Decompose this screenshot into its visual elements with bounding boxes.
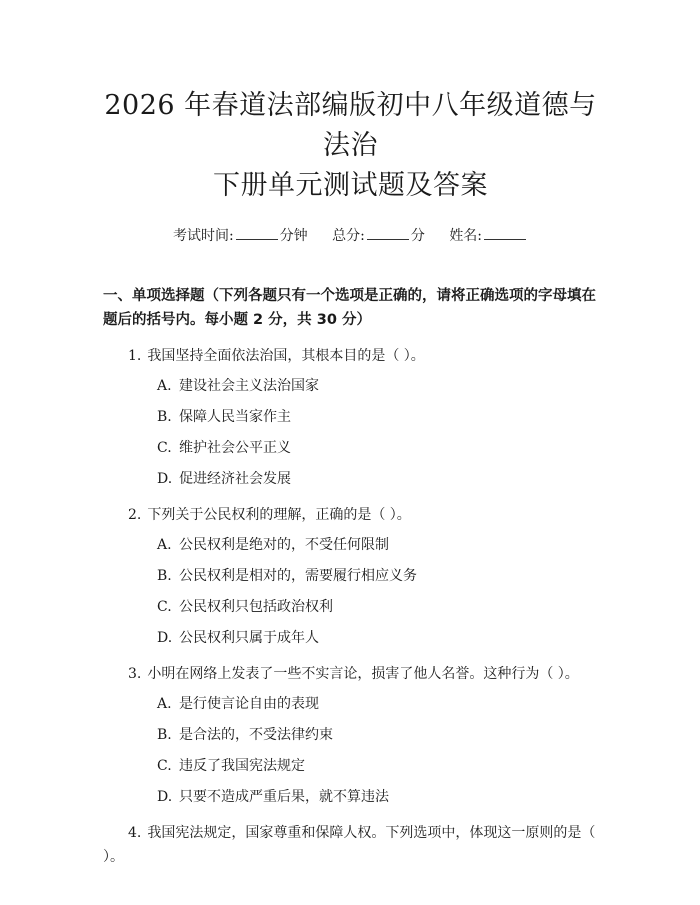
- total-score-unit: 分: [410, 228, 425, 244]
- option-letter: C.: [157, 599, 172, 615]
- question-number: 2.: [128, 507, 142, 523]
- exam-time: [173, 224, 308, 246]
- option-text: 促进经济社会发展: [179, 471, 291, 487]
- student-name-label: 姓名:: [449, 228, 483, 244]
- option-letter: C.: [157, 758, 172, 774]
- option-letter: C.: [157, 440, 172, 456]
- title-line-1: 2026 年春道法部编版初中八年级道德与法治: [104, 90, 597, 161]
- option-text: 公民权利是绝对的，不受任何限制: [179, 537, 389, 553]
- option-letter: A.: [157, 378, 172, 394]
- question-1-options: [103, 374, 598, 491]
- option-text: 是合法的，不受法律约束: [179, 727, 333, 743]
- option-a: [103, 374, 598, 398]
- option-text: 维护社会公平正义: [179, 440, 291, 456]
- total-score: [332, 224, 425, 246]
- total-score-label: 总分:: [332, 228, 365, 244]
- question-3: [103, 662, 598, 686]
- question-number: 1.: [128, 348, 142, 364]
- option-letter: D.: [157, 471, 173, 487]
- section-heading: 一、单项选择题（下列各题只有一个选项是正确的，请将正确选项的字母填在题后的括号内。每小题 2 分，共 30 分）: [103, 288, 596, 328]
- option-d: [103, 626, 598, 650]
- question-1: [103, 344, 598, 368]
- option-c: [103, 436, 598, 460]
- option-text: 建设社会主义法治国家: [179, 378, 319, 394]
- option-text: 保障人民当家作主: [179, 409, 291, 425]
- option-c: [103, 754, 598, 778]
- option-letter: B.: [157, 568, 172, 584]
- exam-time-unit: 分钟: [279, 228, 308, 244]
- option-a: [103, 692, 598, 716]
- question-text: 我国宪法规定，国家尊重和保障人权。下列选项中，体现这一原则的是（ ）。: [103, 825, 596, 865]
- question-number: 3.: [128, 666, 142, 682]
- question-text: 下列关于公民权利的理解，正确的是（ ）。: [147, 507, 411, 523]
- option-b: [103, 405, 598, 429]
- exam-time-blank[interactable]: [236, 224, 278, 240]
- option-text: 只要不造成严重后果，就不算违法: [179, 789, 389, 805]
- title-line-2: 下册单元测试题及答案: [213, 170, 488, 201]
- option-b: [103, 723, 598, 747]
- option-text: 公民权利只属于成年人: [179, 630, 319, 646]
- option-text: 违反了我国宪法规定: [179, 758, 305, 774]
- option-b: [103, 564, 598, 588]
- total-score-blank[interactable]: [367, 224, 409, 240]
- option-letter: B.: [157, 727, 172, 743]
- option-d: [103, 467, 598, 491]
- option-text: 公民权利是相对的，需要履行相应义务: [179, 568, 417, 584]
- option-a: [103, 533, 598, 557]
- question-text: 小明在网络上发表了一些不实言论，损害了他人名誉。这种行为（ ）。: [147, 666, 579, 682]
- option-text: 是行使言论自由的表现: [179, 696, 319, 712]
- document-title: [103, 86, 598, 206]
- option-d: [103, 785, 598, 809]
- student-name-blank[interactable]: [484, 224, 526, 240]
- option-letter: D.: [157, 630, 173, 646]
- question-2: [103, 503, 598, 527]
- option-letter: A.: [157, 696, 172, 712]
- question-2-options: [103, 533, 598, 650]
- option-letter: A.: [157, 537, 172, 553]
- option-text: 公民权利只包括政治权利: [179, 599, 333, 615]
- student-name: [449, 224, 528, 246]
- question-4: [103, 821, 598, 869]
- exam-time-label: 考试时间:: [172, 228, 234, 244]
- question-text: 我国坚持全面依法治国，其根本目的是（ ）。: [147, 348, 425, 364]
- option-letter: B.: [157, 409, 172, 425]
- question-3-options: [103, 692, 598, 809]
- option-letter: D.: [157, 789, 173, 805]
- option-c: [103, 595, 598, 619]
- question-number: 4.: [128, 825, 142, 841]
- exam-info: [103, 224, 598, 246]
